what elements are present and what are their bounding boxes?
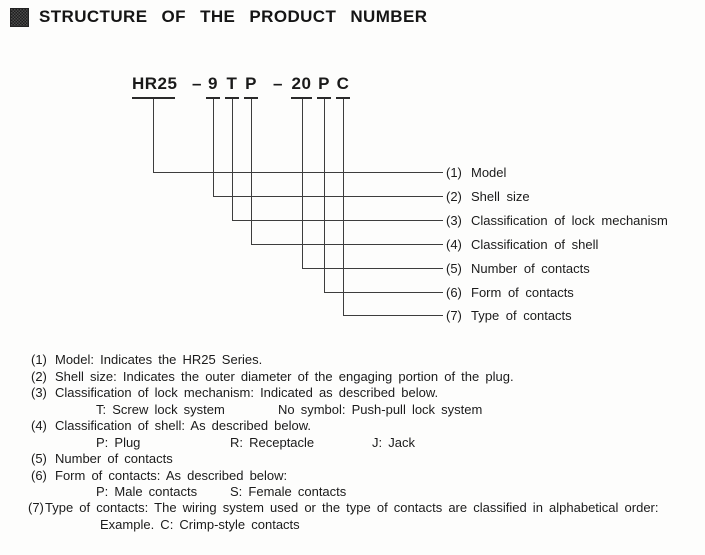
callout-text: Classification of shell (471, 237, 599, 252)
note-option: R: Receptacle (230, 435, 315, 450)
callout-number: (2) (446, 189, 462, 204)
note-option: S: Female contacts (230, 484, 347, 499)
callout-line-4-horizontal (251, 244, 443, 245)
note-line-3 (0, 385, 705, 401)
note-option: T: Screw lock system (96, 402, 225, 417)
callout-line-3-vertical (232, 99, 233, 220)
note-number: (5) (31, 451, 47, 466)
callout-text: Model (471, 165, 507, 180)
product-separator: – (192, 74, 202, 93)
section-marker-icon (10, 8, 29, 27)
callout-number: (4) (446, 237, 462, 252)
callout-line-1-horizontal (153, 172, 443, 173)
note-number: (2) (31, 369, 47, 384)
note-option: P: Plug (96, 435, 141, 450)
note-text: Classification of shell: As described below. (55, 418, 312, 433)
callout-text: Form of contacts (471, 285, 574, 300)
callout-line-1-vertical (153, 99, 154, 172)
note-line-4-options (0, 435, 705, 451)
callout-label-number-of-contacts (446, 261, 590, 276)
callout-number: (7) (446, 308, 462, 323)
note-example: Example. C: Crimp-style contacts (100, 517, 300, 532)
callout-line-2-vertical (213, 99, 214, 196)
callout-text: Classification of lock mechanism (471, 213, 668, 228)
callout-label-type-of-contacts (446, 308, 572, 323)
note-line-2 (0, 369, 705, 385)
note-text: Type of contacts: The wiring system used or the type of contacts are classified in alphabetical order: (45, 500, 659, 515)
callout-text: Type of contacts (471, 308, 572, 323)
note-option: J: Jack (372, 435, 415, 450)
callout-line-4-vertical (251, 99, 252, 244)
note-line-6-options (0, 484, 705, 500)
note-line-7 (0, 500, 705, 516)
product-segment-shell-size: 9 (206, 74, 220, 99)
section-header (10, 7, 427, 27)
callout-label-lock-mechanism (446, 213, 668, 228)
callout-line-6-horizontal (324, 292, 443, 293)
product-segment-type: C (336, 74, 350, 99)
note-text: Form of contacts: As described below: (55, 468, 288, 483)
note-text: Model: Indicates the HR25 Series. (55, 352, 263, 367)
note-line-3-options (0, 402, 705, 418)
callout-number: (3) (446, 213, 462, 228)
note-option: No symbol: Push-pull lock system (278, 402, 483, 417)
note-text: Number of contacts (55, 451, 173, 466)
callout-line-5-vertical (302, 99, 303, 268)
callout-line-7-vertical (343, 99, 344, 315)
callout-line-7-horizontal (343, 315, 443, 316)
product-separator: – (273, 74, 283, 93)
product-segment-shell: P (244, 74, 258, 99)
callout-number: (1) (446, 165, 462, 180)
callout-text: Shell size (471, 189, 530, 204)
note-text: Shell size: Indicates the outer diameter of the engaging portion of the plug. (55, 369, 514, 384)
callout-label-form-of-contacts (446, 285, 574, 300)
note-number: (6) (31, 468, 47, 483)
callout-line-6-vertical (324, 99, 325, 292)
product-segment-lock: T (225, 74, 239, 99)
callout-line-3-horizontal (232, 220, 443, 221)
callout-label-shell-size (446, 189, 530, 204)
note-option: P: Male contacts (96, 484, 198, 499)
product-segment-form: P (317, 74, 331, 99)
callout-label-shell (446, 237, 598, 252)
note-number: (4) (31, 418, 47, 433)
note-number: (1) (31, 352, 47, 367)
note-line-7-example (0, 517, 705, 533)
callout-number: (6) (446, 285, 462, 300)
callout-label-model (446, 165, 506, 180)
note-line-5 (0, 451, 705, 467)
note-number: (3) (31, 385, 47, 400)
note-number: (7) (28, 500, 44, 515)
page-title: STRUCTURE OF THE PRODUCT NUMBER (39, 7, 428, 26)
callout-text: Number of contacts (471, 261, 590, 276)
callout-number: (5) (446, 261, 462, 276)
product-segment-model: HR25 (132, 74, 175, 99)
callout-line-2-horizontal (213, 196, 443, 197)
note-line-1 (0, 352, 705, 368)
note-text: Classification of lock mechanism: Indicated as described below. (55, 385, 439, 400)
product-segment-contacts: 20 (291, 74, 312, 99)
note-line-6 (0, 468, 705, 484)
note-line-4 (0, 418, 705, 434)
